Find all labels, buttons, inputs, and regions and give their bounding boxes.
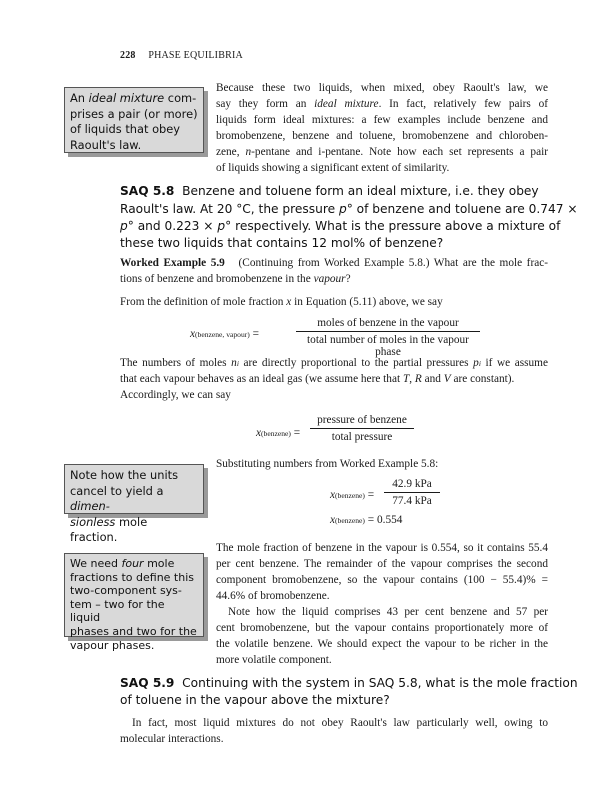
italic-var: n — [245, 146, 252, 158]
closing-line: In fact, most liquid mixtures do not obey Raoult's law particularly well, owing to — [132, 717, 548, 729]
numerator: moles of benzene in the vapour — [296, 317, 480, 332]
subscript: i — [236, 359, 239, 368]
subscript: (benzene) — [335, 491, 365, 500]
italic-var: x — [190, 328, 196, 340]
italic-var: x — [330, 489, 336, 501]
text-span: . In fact, relatively few pairs of — [378, 98, 548, 110]
text-span: Continuing with the system in SAQ 5.8, what is the mole fraction — [182, 676, 578, 690]
note-emphasis: ideal mixture — [88, 91, 165, 105]
text-span: are constant). — [450, 373, 515, 385]
margin-note-ideal-mixture — [64, 87, 204, 153]
text-span: Benzene and toluene form an ideal mixture, i.e. they obey — [182, 184, 539, 198]
note-emphasis: dimen- — [70, 499, 110, 514]
equation-2-fraction — [310, 414, 414, 443]
text-span: ° and 0.223 × — [127, 219, 218, 233]
text-span: Raoult's law. At 20 °C, the pressure — [120, 202, 339, 216]
running-header — [120, 50, 243, 61]
note-emphasis: four — [121, 557, 144, 570]
result-line: component bromobenzene, so the vapour contains (100 − 55.4)% = — [216, 574, 548, 586]
intro-line: Because these two liquids, when mixed, obey Raoult's law, we — [216, 82, 548, 94]
intro-line: bromobenzene, benzene and toluene, bromobenzene and chloroben- — [216, 130, 548, 142]
italic-var: x — [286, 296, 292, 308]
intro-line: of liquids showing a significant extent of similarity. — [216, 162, 450, 174]
text-span: The numbers of moles — [120, 357, 232, 369]
italic-var: x — [256, 427, 262, 439]
equation-4 — [330, 514, 402, 526]
note-text: fractions to define this — [70, 570, 195, 584]
text-span: , — [409, 373, 415, 385]
worked-example-line — [120, 272, 351, 287]
text-span: ° respectively. What is the pressure above a mixture of — [225, 219, 561, 233]
italic-var: p — [338, 202, 347, 216]
proportional-line — [120, 372, 514, 387]
closing-line: molecular interactions. — [120, 733, 224, 745]
text-span: -pentane and i-pentane. Note how each set represents a pair — [251, 146, 549, 158]
denominator: total number of moles in the vapour phase — [307, 334, 469, 358]
result-line: 44.6% of bromobenzene. — [216, 590, 330, 602]
definition-line — [120, 295, 443, 310]
denominator: total pressure — [331, 431, 393, 443]
equation-3-lhs — [330, 489, 374, 501]
text-span: in Equation (5.11) above, we say — [291, 296, 443, 308]
denominator: 77.4 kPa — [392, 495, 432, 507]
equation-1-lhs — [190, 328, 259, 340]
subscript: (benzene, vapour) — [195, 330, 250, 339]
text-span: that each vapour behaves as an ideal gas (we assume here that — [120, 373, 403, 385]
substituting-line: Substituting numbers from Worked Example 5.8: — [216, 458, 439, 470]
italic-var: x — [330, 514, 336, 526]
equals-sign: = — [252, 328, 260, 340]
result-value: 0.554 — [376, 514, 403, 526]
text-span: ° of benzene and toluene are 0.747 × — [346, 202, 578, 216]
result-line: more volatile component. — [216, 654, 332, 666]
margin-note-four-fractions — [64, 553, 204, 652]
saq-5-9-line — [120, 675, 578, 692]
result-line: The mole fraction of benzene in the vapour is 0.554, so it contains 55.4 — [216, 542, 548, 554]
saq-5-8-line: these two liquids that contains 12 mol% of benzene? — [120, 236, 444, 250]
note-emphasis: sionless — [70, 514, 116, 529]
page-number: 228 — [120, 50, 136, 61]
worked-example-label: Worked Example 5.9 — [120, 257, 225, 269]
note-text: phases and two for the — [70, 624, 197, 638]
result-line: the volatile benzene. We should expect the vapour to be richer in the — [216, 638, 548, 650]
italic-var: T — [402, 373, 410, 385]
intro-line — [216, 97, 548, 112]
intro-line: liquids form ideal mixtures: a few examples include benzene and — [216, 114, 548, 126]
result-line: cent bromobenzene, but the vapour contains proportionately more of — [216, 622, 548, 634]
text-span: ? — [345, 273, 351, 285]
emphasis: ideal mixture — [314, 98, 379, 110]
italic-var: p — [120, 219, 128, 233]
margin-note-units-cancel — [64, 464, 204, 545]
emphasis: vapour — [313, 273, 346, 285]
text-span: are directly proportional to the partial pressures — [238, 357, 474, 369]
saq-5-9-line: of toluene in the vapour above the mixture? — [120, 693, 390, 707]
note-text: mole fraction. — [70, 514, 148, 545]
italic-var: p — [473, 357, 479, 369]
running-title: PHASE EQUILIBRIA — [148, 50, 243, 61]
text-span: (Continuing from Worked Example 5.8.) What are the mole frac- — [238, 257, 548, 269]
saq-5-8-line — [120, 201, 578, 218]
note-text: We need — [70, 557, 122, 570]
italic-var: n — [231, 357, 237, 369]
equation-1-fraction — [296, 317, 480, 358]
result-line: Note how the liquid comprises 43 per cent benzene and 57 per — [228, 606, 548, 618]
intro-line — [216, 145, 548, 160]
proportional-line: Accordingly, we can say — [120, 389, 231, 401]
subscript: (benzene) — [261, 429, 291, 438]
equals-sign: = — [293, 427, 301, 439]
numerator: pressure of benzene — [310, 414, 414, 429]
saq-label: SAQ 5.9 — [120, 676, 175, 690]
note-text: mole — [143, 557, 175, 570]
numerator: 42.9 kPa — [384, 478, 440, 493]
note-text: com- — [164, 91, 197, 105]
proportional-line — [120, 356, 548, 371]
text-span: tions of benzene and bromobenzene in the — [120, 273, 314, 285]
italic-var: R — [414, 373, 422, 385]
worked-example-line — [120, 256, 548, 271]
italic-var: V — [443, 373, 451, 385]
note-text: two-component sys- — [70, 584, 182, 598]
saq-5-8-line — [120, 218, 560, 235]
subscript: (benzene) — [335, 516, 365, 525]
subscript: i — [478, 359, 481, 368]
note-text: An — [70, 91, 89, 105]
text-span: From the definition of mole fraction — [120, 296, 287, 308]
note-text: vapour phases. — [70, 638, 155, 652]
equals-sign: = — [367, 514, 375, 526]
text-span: say they form an — [216, 98, 315, 110]
note-text: tem – two for the liquid — [70, 597, 165, 625]
result-line: per cent benzene. The remainder of the vapour comprises the second — [216, 558, 548, 570]
note-text: cancel to yield a — [70, 483, 164, 498]
text-span: zene, — [216, 146, 246, 158]
italic-var: p — [217, 219, 226, 233]
text-span: and — [421, 373, 444, 385]
equation-3-fraction — [384, 478, 440, 507]
note-text: Note how the units — [70, 468, 179, 482]
text-span: if we assume — [480, 357, 548, 369]
saq-label: SAQ 5.8 — [120, 184, 175, 198]
saq-5-8-line — [120, 183, 539, 200]
equals-sign: = — [367, 489, 375, 501]
note-text: of liquids that obey — [70, 122, 181, 137]
note-text: prises a pair (or more) — [70, 106, 198, 121]
equation-2-lhs — [256, 427, 300, 439]
note-text: Raoult's law. — [70, 137, 142, 152]
